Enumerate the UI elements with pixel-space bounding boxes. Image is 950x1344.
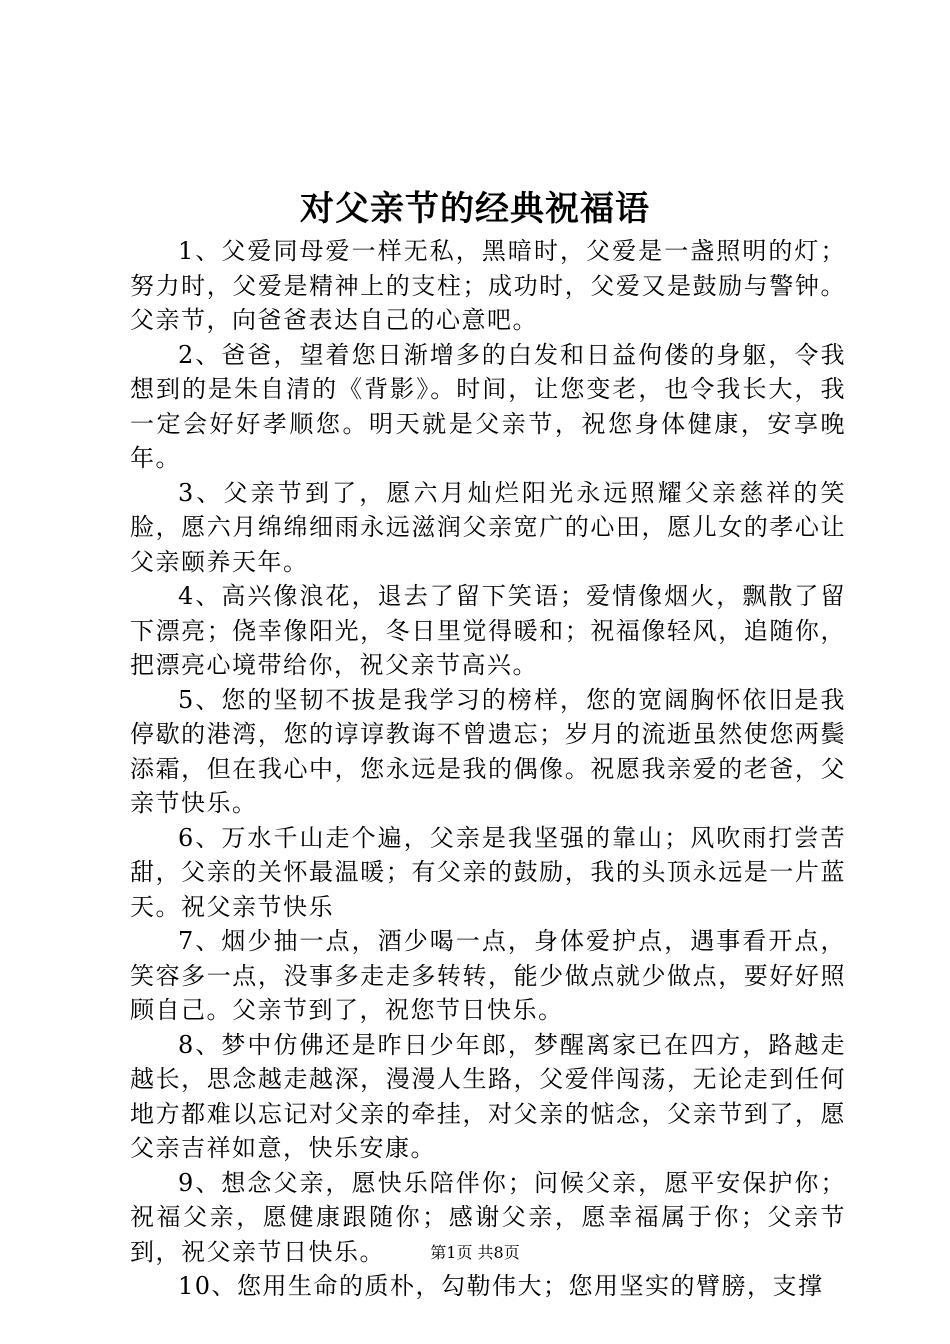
paragraph-1: 1、父爱同母爱一样无私，黑暗时，父爱是一盏照明的灯；努力时，父爱是精神上的支柱；成功时，父爱又是鼓励与警钟。父亲节，向爸爸表达自己的心意吧。 — [130, 237, 846, 334]
paragraph-7: 7、烟少抽一点，酒少喝一点，身体爱护点，遇事看开点，笑容多一点，没事多走走多转转，能少做点就少做点，要好好照顾自己。父亲节到了，祝您节日快乐。 — [130, 927, 846, 1024]
page-number-footer: 第1页 共8页 — [430, 1243, 520, 1262]
paragraph-2: 2、爸爸，望着您日渐增多的白发和日益佝偻的身躯，令我想到的是朱自清的《背影》。时间，让您变老，也令我长大，我一定会好好孝顺您。明天就是父亲节，祝您身体健康，安享晚年。 — [130, 340, 846, 472]
paragraph-10: 10、您用生命的质朴，勾勒伟大；您用坚实的臂膀，支撑 — [178, 1272, 824, 1300]
paragraph-3: 3、父亲节到了，愿六月灿烂阳光永远照耀父亲慈祥的笑脸，愿六月绵绵细雨永远滋润父亲宽广的心田，愿儿女的孝心让父亲颐养天年。 — [130, 478, 846, 576]
paragraph-9: 9、想念父亲，愿快乐陪伴你；问候父亲，愿平安保护你；祝福父亲，愿健康跟随你；感谢父亲，愿幸福属于你；父亲节到，祝父亲节日快乐。 — [130, 1168, 846, 1266]
paragraph-5: 5、您的坚韧不拔是我学习的榜样，您的宽阔胸怀依旧是我停歇的港湾，您的谆谆教诲不曾遗忘；岁月的流逝虽然使您两鬓添霜，但在我心中，您永远是我的偶像。祝愿我亲爱的老爸，父亲节快乐。 — [130, 685, 846, 817]
document-body — [130, 234, 846, 1304]
document-title: 对父亲节的经典祝福语 — [300, 189, 650, 229]
paragraph-8: 8、梦中仿佛还是昨日少年郎，梦醒离家已在四方，路越走越长，思念越走越深，漫漫人生路，父爱伴闯荡，无论走到任何地方都难以忘记对父亲的牵挂，对父亲的惦念，父亲节到了，愿父亲吉祥如意，快乐安康。 — [130, 1030, 846, 1162]
paragraph-6: 6、万水千山走个遍，父亲是我坚强的靠山；风吹雨打尝苦甜，父亲的关怀最温暖；有父亲的鼓励，我的头顶永远是一片蓝天。祝父亲节快乐 — [130, 823, 846, 921]
paragraph-4: 4、高兴像浪花，退去了留下笑语；爱情像烟火，飘散了留下漂亮；侥幸像阳光，冬日里觉得暖和；祝福像轻风，追随你，把漂亮心境带给你，祝父亲节高兴。 — [130, 582, 846, 679]
